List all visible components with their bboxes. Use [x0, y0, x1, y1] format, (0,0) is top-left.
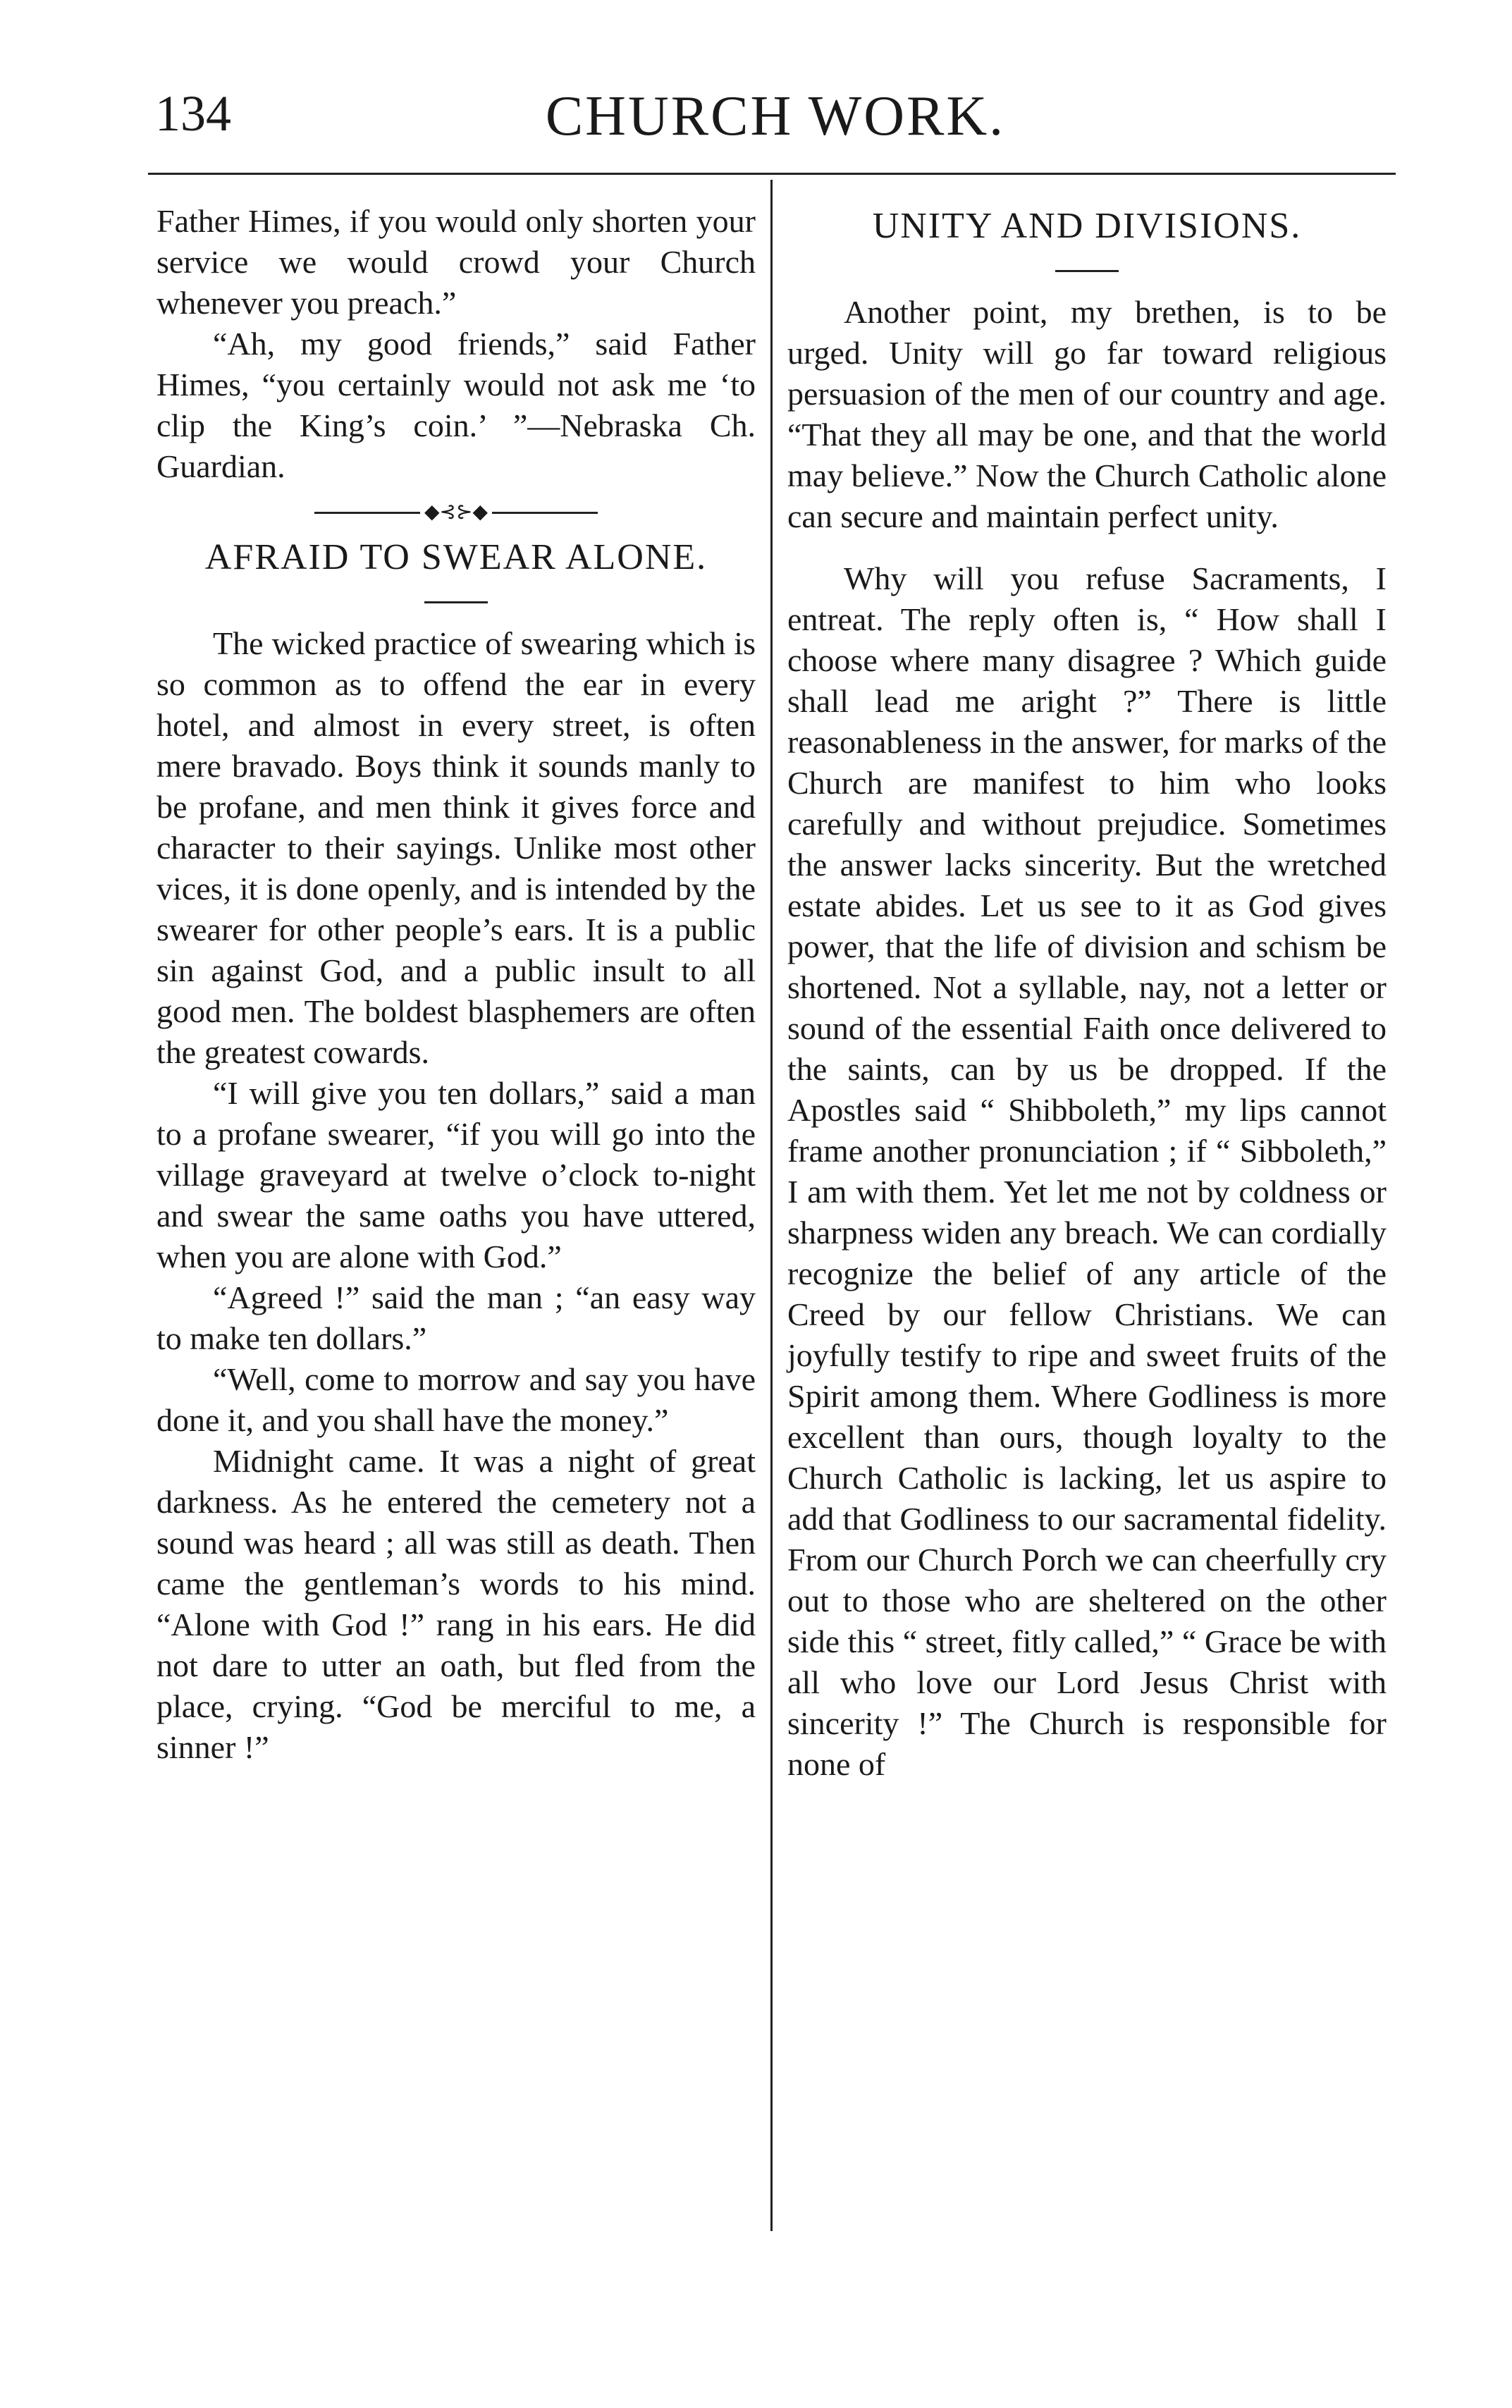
paragraph: Father Himes, if you would only shorten your service we would crowd your Church whenever you preach.”	[156, 203, 756, 321]
left-column	[156, 201, 756, 1768]
page-number: 134	[155, 85, 231, 142]
paragraph: “Well, come to morrow and say you have done it, and you shall have the money.”	[156, 1361, 756, 1438]
paragraph: “Agreed !” said the man ; “an easy way to make ten dollars.”	[156, 1279, 756, 1356]
running-title: CHURCH WORK.	[545, 85, 1006, 147]
column-divider	[770, 180, 773, 2231]
paragraph: The wicked practice of swearing which is so common as to offend the ear in every hotel, and almost in every street, is often mere bravado. Boys think it sounds manly to be profane, and men think it gives force and character to their sayings. Unlike most other vices, it is done openly, and is intended by the swearer for other people’s ears. It is a public sin against God, and a public insult to all good men. The boldest blasphemers are often the greatest cowards.	[156, 625, 756, 1070]
paragraph: Why will you refuse Sacraments, I entreat. The reply often is, “ How shall I choose where many disagree ? Which guide shall lead me aright ?” There is little reasonableness in the answer, for marks of the Church are manifest to him who looks carefully and without prejudice. Sometimes the answer lacks sincerity. But the wretched estate abides. Let us see to it as God gives power, that the life of division and schism be shortened. Not a syllable, nay, not a letter or sound of the essential Faith once delivered to the saints, can by us be dropped. If the Apostles said “ Shibboleth,” my lips cannot frame another pronunciation ; if “ Sibboleth,” I am with them. Yet let me not by coldness or sharpness widen any breach. We can cordially recognize the belief of any article of the Creed by our fellow Christians. We can joyfully testify to ripe and sweet fruits of the Spirit among them. Where Godliness is more excellent than ours, though loyalty to the Church Catholic is lacking, let us aspire to add that Godliness to our sacramental fidelity. From our Church Porch we can cheerfully cry out to those who are sheltered on the other side this “ street, fitly called,” “ Grace be with all who love our Lord Jesus Christ with sincerity !” The Church is responsible for none of	[787, 560, 1387, 1782]
ornament-divider	[156, 503, 756, 522]
paragraph-gap	[787, 537, 1387, 558]
ornament-knot-icon: ◆⊰⊱◆	[424, 501, 488, 523]
section-heading: AFRAID TO SWEAR ALONE.	[204, 537, 708, 577]
section-heading: UNITY AND DIVISIONS.	[872, 206, 1302, 246]
short-rule	[1055, 270, 1119, 272]
right-column	[787, 201, 1387, 1785]
paragraph: Another point, my brethen, is to be urged. Unity will go far toward religious persuasion of the men of our country and age. “That they all may be one, and that the world may believe.” Now the Church Catholic alone can secure and maintain perfect unity.	[787, 294, 1387, 534]
header-rule	[148, 173, 1396, 175]
paragraph: “Ah, my good friends,” said Father Himes, “you certainly would not ask me ‘to clip the King’s coin.’ ”—Nebraska Ch. Guardian.	[156, 326, 756, 484]
ornament-line	[314, 512, 420, 514]
ornament-line	[492, 512, 598, 514]
paragraph: “I will give you ten dollars,” said a man to a profane swearer, “if you will go into the village graveyard at twelve o’clock to-night and swear the same oaths you have uttered, when you are alone with God.”	[156, 1075, 756, 1274]
page-header	[155, 70, 1396, 155]
short-rule	[424, 601, 488, 603]
paragraph: Midnight came. It was a night of great darkness. As he entered the cemetery not a sound was heard ; all was still as death. Then came the gentleman’s words to his mind. “Alone with God !” rang in his ears. He did not dare to utter an oath, but fled from the place, crying. “God be merciful to me, a sinner !”	[156, 1443, 756, 1765]
